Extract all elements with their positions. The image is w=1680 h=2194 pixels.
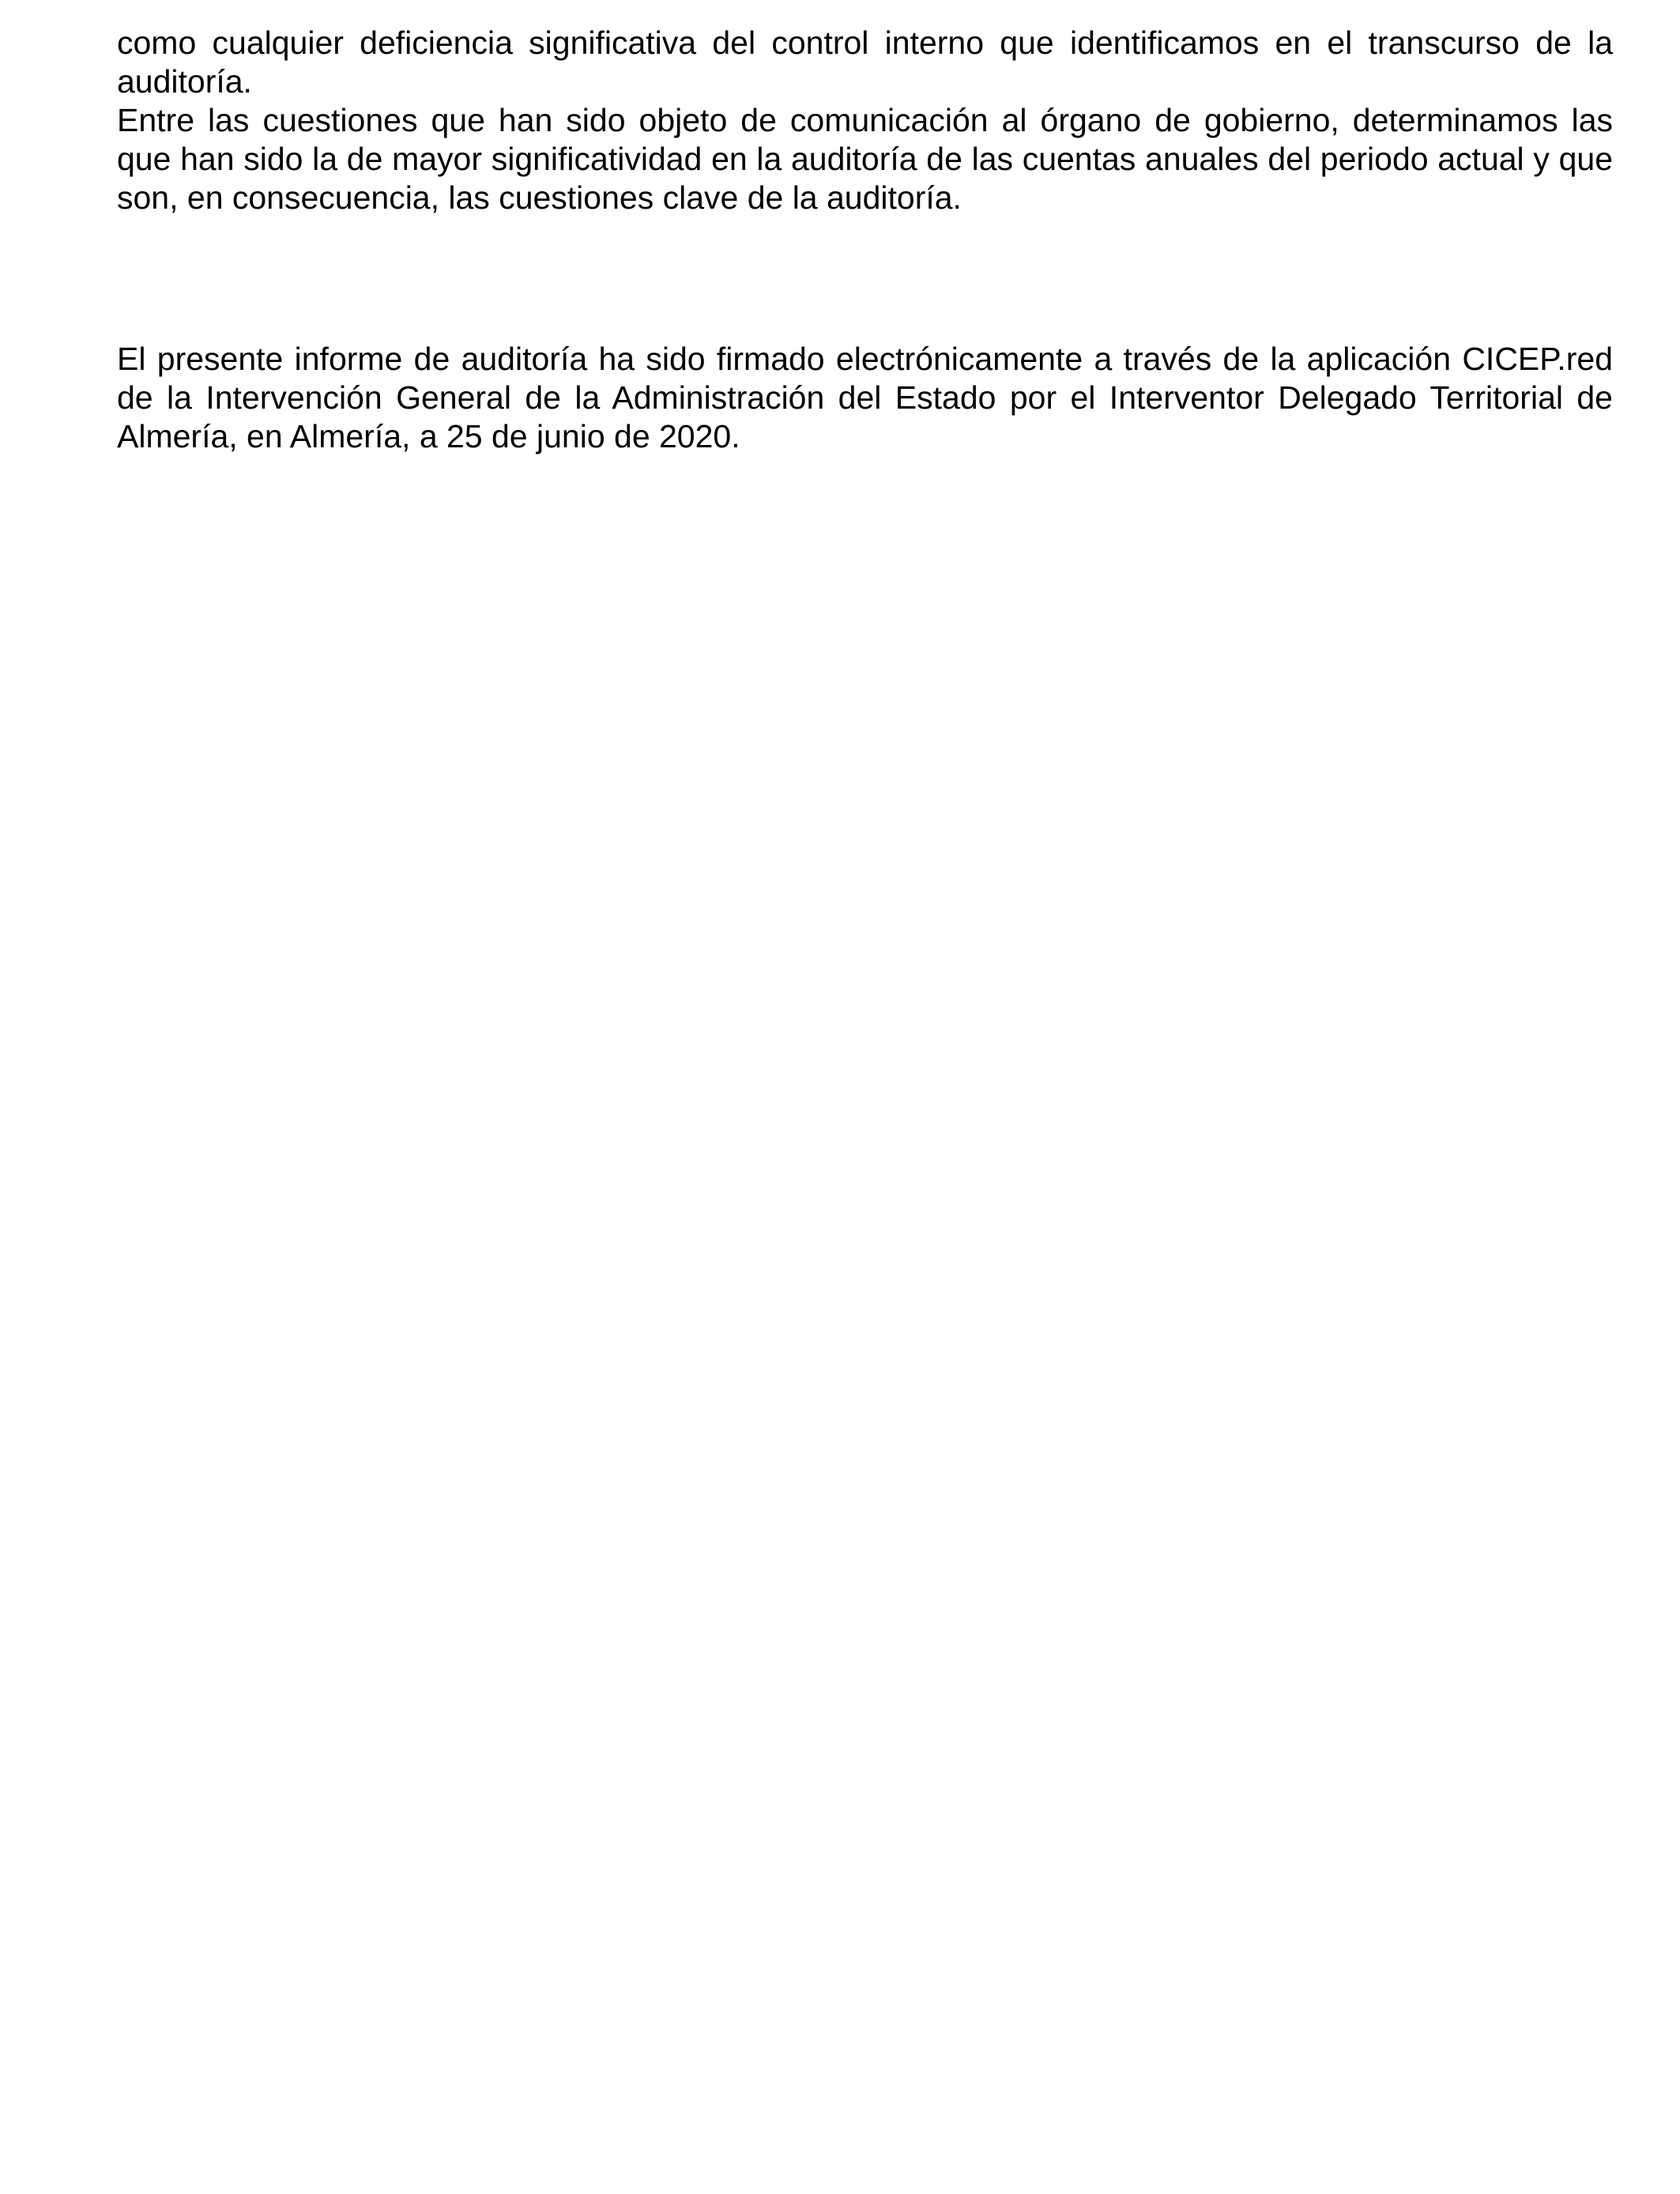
paragraph-key-audit-matters: Entre las cuestiones que han sido objeto de comunicación al órgano de gobierno, determinamos las que han sido la de mayor significatividad en la auditoría de las cuentas anuales del periodo actual y que son, en consecuencia, las cuestiones clave de la auditoría. — [117, 102, 1613, 216]
paragraph-electronic-signature: El presente informe de auditoría ha sido firmado electrónicamente a través de la aplicación CICEP.red de la Intervención General de la Administración del Estado por el Interventor Delegado Territorial de Almería, en Almería, a 25 de junio de 2020. — [117, 341, 1613, 454]
paragraph-internal-control: como cualquier deficiencia significativa del control interno que identificamos en el transcurso de la auditoría. — [117, 25, 1613, 100]
